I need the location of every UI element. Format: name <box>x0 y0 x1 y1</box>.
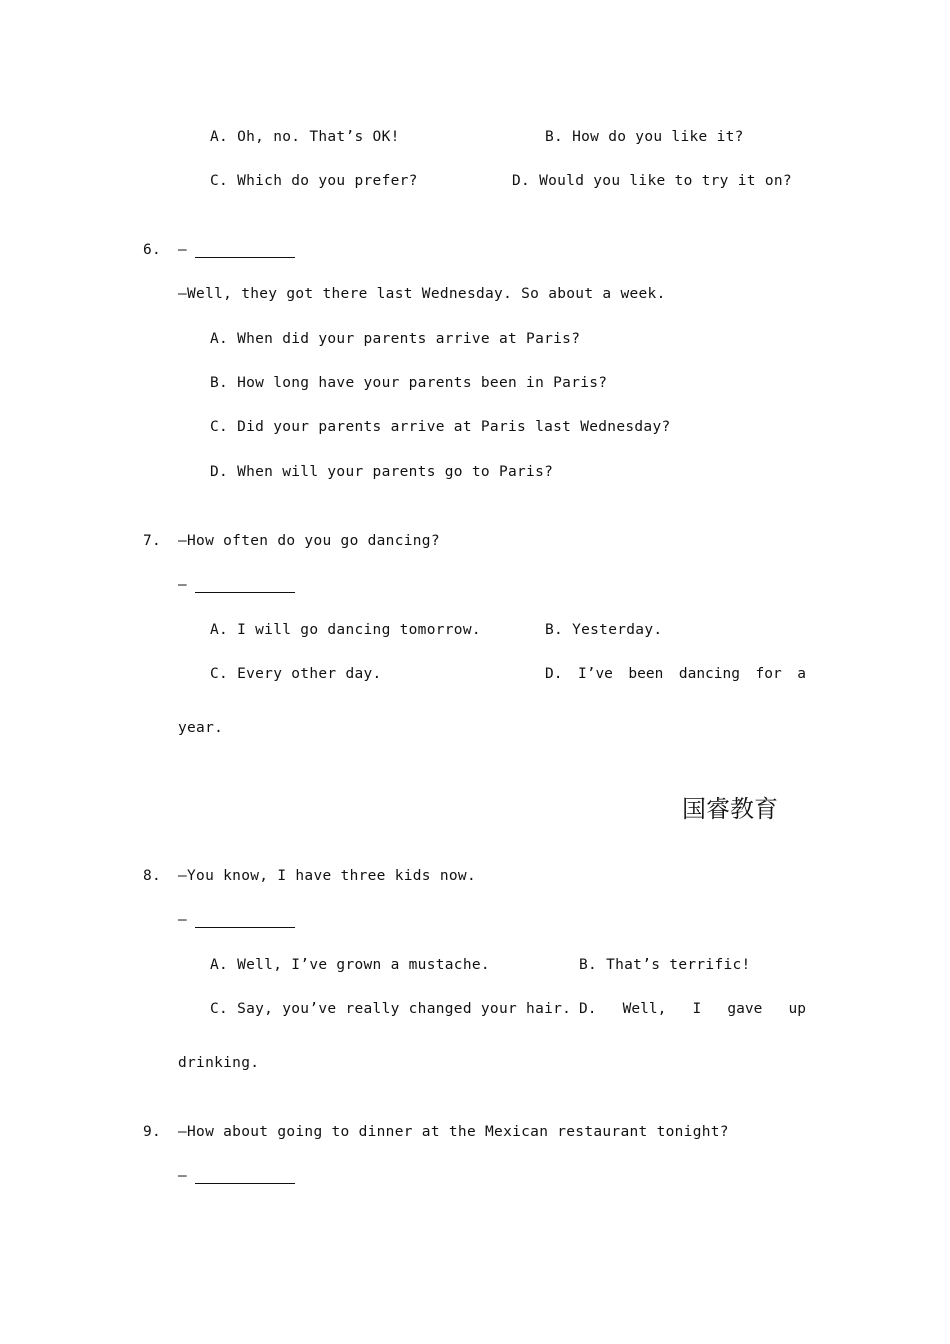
q8-number: 8. <box>143 868 162 884</box>
q6-number: 6. <box>143 242 162 258</box>
q8-option-d-word: Well, <box>622 1001 667 1017</box>
q5-option-c: C. Which do you prefer? <box>210 173 418 189</box>
q7-number: 7. <box>143 533 162 549</box>
q7-option-c: C. Every other day. <box>210 666 382 682</box>
q5-option-d: D. Would you like to try it on? <box>512 173 792 189</box>
q7-option-a: A. I will go dancing tomorrow. <box>210 622 481 638</box>
q6-option-c: C. Did your parents arrive at Paris last Wednesday? <box>210 419 671 435</box>
q8-option-d-continued: drinking. <box>178 1055 260 1071</box>
q8-option-d-word: up <box>788 1001 806 1017</box>
q7-prompt: —How often do you go dancing? <box>178 533 440 549</box>
q7-option-d-word: I’ve <box>577 666 613 682</box>
q8-answer-blank <box>195 927 295 928</box>
q7-option-d-word: for <box>755 666 782 682</box>
q7-answer-blank <box>195 592 295 593</box>
q7-option-d <box>545 665 806 683</box>
q6-option-d: D. When will your parents go to Paris? <box>210 464 554 480</box>
q6-answer-blank <box>195 257 295 258</box>
q7-option-d-word: dancing <box>678 666 740 682</box>
q7-option-d-word: D. <box>545 666 563 682</box>
q9-number: 9. <box>143 1124 162 1140</box>
q8-option-c: C. Say, you’ve really changed your hair. <box>210 1001 572 1017</box>
q8-option-d <box>579 1000 806 1018</box>
q6-dash: — <box>178 242 188 258</box>
q6-option-a: A. When did your parents arrive at Paris? <box>210 331 581 347</box>
q9-prompt: —How about going to dinner at the Mexican restaurant tonight? <box>178 1124 729 1140</box>
q8-option-d-word: I <box>692 1001 702 1017</box>
q7-option-d-continued: year. <box>178 720 224 736</box>
q7-dash: — <box>178 577 188 593</box>
q6-option-b: B. How long have your parents been in Paris? <box>210 375 608 391</box>
q7-option-d-word: a <box>797 666 806 682</box>
q8-option-b: B. That’s terrific! <box>579 957 751 973</box>
q9-answer-blank <box>195 1183 295 1184</box>
q8-dash: — <box>178 912 188 928</box>
q8-option-d-word: gave <box>727 1001 763 1017</box>
q8-option-a: A. Well, I’ve grown a mustache. <box>210 957 490 973</box>
q5-option-b: B. How do you like it? <box>545 129 744 145</box>
brand-name: 国睿教育 <box>682 795 778 823</box>
q8-option-d-word: D. <box>579 1001 597 1017</box>
q9-dash: — <box>178 1168 188 1184</box>
q8-prompt: —You know, I have three kids now. <box>178 868 476 884</box>
q7-option-b: B. Yesterday. <box>545 622 663 638</box>
q6-reply: —Well, they got there last Wednesday. So about a week. <box>178 286 666 302</box>
q7-option-d-word: been <box>628 666 664 682</box>
q5-option-a: A. Oh, no. That’s OK! <box>210 129 400 145</box>
